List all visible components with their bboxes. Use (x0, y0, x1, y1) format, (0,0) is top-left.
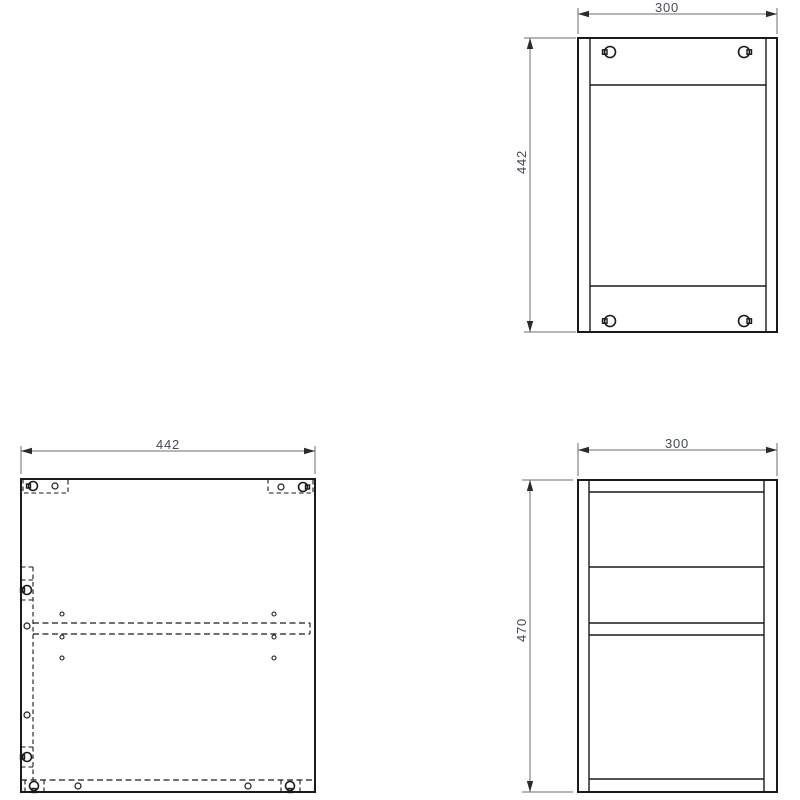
cam-lock-icon (603, 316, 616, 327)
dowel-hole-icon (60, 612, 64, 616)
dowel-hole-icon (272, 612, 276, 616)
side-panel-width-dimension (21, 437, 315, 474)
corner-fitting-zone (23, 479, 68, 493)
front-width-dimension (578, 0, 777, 34)
dowel-hole-icon (272, 635, 276, 639)
arrowhead-up-icon (527, 38, 533, 49)
drill-hole-icon (245, 783, 251, 789)
side-panel-outline (21, 479, 315, 792)
profile-outline (578, 480, 777, 792)
cam-lock-icon (603, 47, 616, 58)
drill-hole-icon (278, 484, 284, 490)
profile-width-dimension (578, 436, 777, 476)
arrowhead-up-icon (527, 480, 533, 491)
arrowhead-right-icon (304, 448, 315, 454)
shelf-position-band (33, 612, 310, 660)
cam-lock-icon (27, 482, 38, 491)
back-edge-drilling-strip (21, 567, 34, 780)
front-width-dimension-label: 300 (654, 0, 680, 15)
arrowhead-left-icon (21, 448, 32, 454)
cam-lock-icon (739, 47, 752, 58)
profile-height-dimension-label: 470 (514, 617, 529, 643)
bottom-edge-drilling-strip (21, 780, 313, 793)
arrowhead-right-icon (766, 447, 777, 453)
profile-height-dimension (514, 480, 573, 792)
drill-hole-icon (24, 623, 30, 629)
arrowhead-down-icon (527, 321, 533, 332)
arrowhead-left-icon (578, 11, 589, 17)
drill-hole-icon (52, 483, 58, 489)
dowel-hole-icon (60, 656, 64, 660)
side-panel-width-dimension-label: 442 (155, 437, 181, 452)
dowel-hole-icon (60, 635, 64, 639)
drill-hole-icon (75, 783, 81, 789)
arrowhead-left-icon (578, 447, 589, 453)
cam-lock-icon (299, 483, 310, 492)
cam-lock-icon (21, 753, 32, 762)
side-profile-view (514, 436, 777, 792)
cam-lock-icon (21, 586, 32, 595)
drill-hole-icon (24, 712, 30, 718)
cam-lock-icon (739, 316, 752, 327)
front-panel-outline (578, 38, 777, 332)
cam-lock-icon (286, 782, 295, 793)
profile-width-dimension-label: 300 (664, 436, 690, 451)
front-height-dimension (514, 38, 576, 332)
side-panel-drilling-view (21, 437, 316, 793)
front-height-dimension-label: 442 (514, 149, 529, 175)
arrowhead-right-icon (766, 11, 777, 17)
cam-lock-icon (30, 782, 39, 793)
arrowhead-down-icon (527, 781, 533, 792)
front-panel-view (514, 0, 777, 332)
dowel-hole-icon (272, 656, 276, 660)
